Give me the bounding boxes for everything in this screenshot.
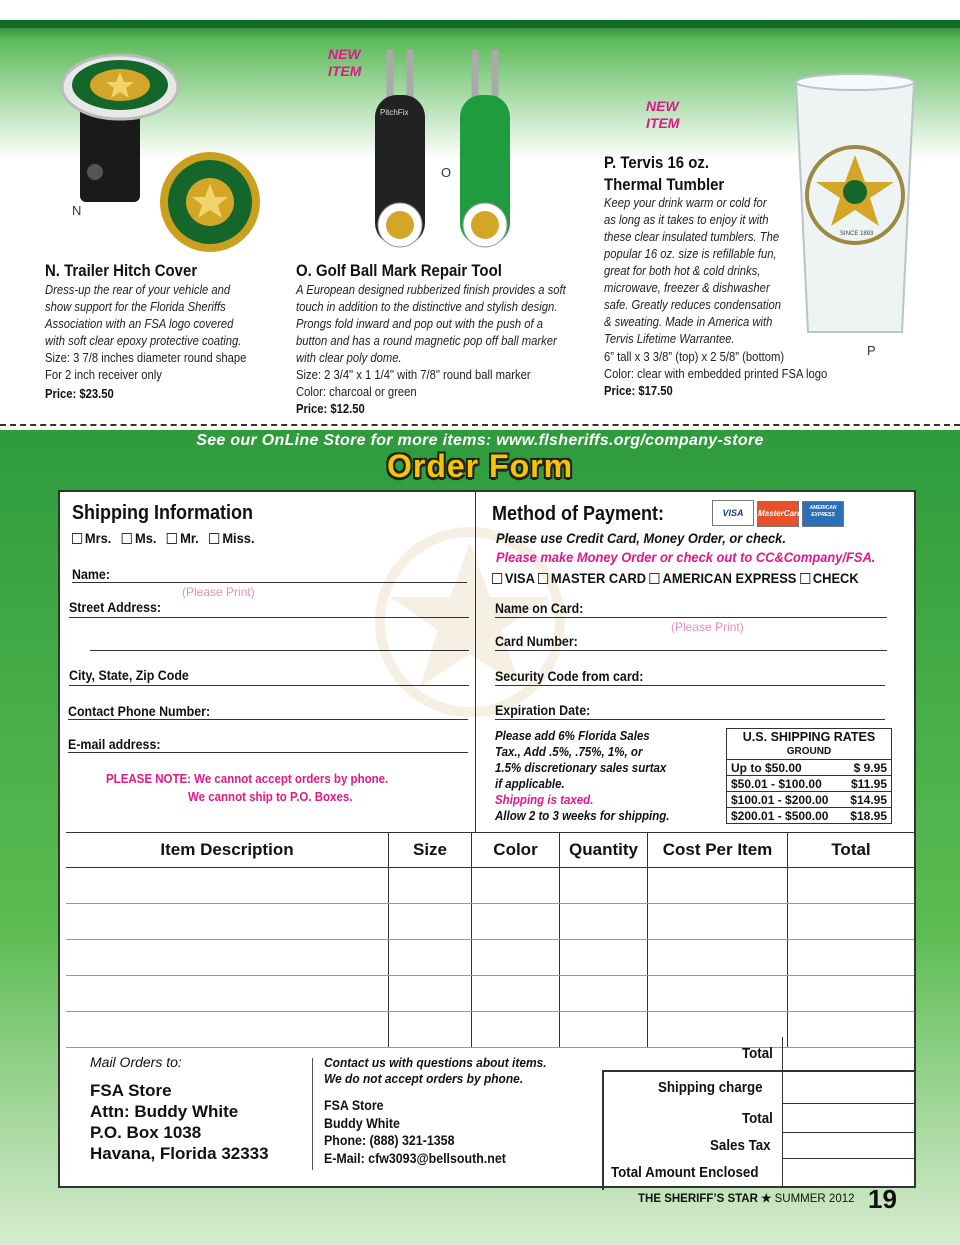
title-miss-label: Miss. [222, 530, 255, 546]
security-code-field[interactable] [495, 685, 885, 686]
shipping-charge-field[interactable] [782, 1103, 914, 1104]
product-letter: P [867, 343, 876, 358]
item-cell[interactable] [560, 1012, 648, 1048]
name-field[interactable] [72, 582, 467, 583]
phone-label: Contact Phone Number: [68, 704, 211, 719]
table-row [66, 1012, 914, 1048]
tax-line4: if applicable. [495, 777, 565, 791]
option-check-label: CHECK [812, 570, 859, 586]
please-print-hint: (Please Print) [182, 585, 255, 599]
product-letter: O [441, 165, 452, 180]
payment-heading: Method of Payment: [492, 503, 665, 525]
card-logos [712, 500, 847, 527]
item-cell[interactable] [560, 940, 648, 976]
item-cell[interactable] [389, 976, 472, 1012]
item-cell[interactable] [66, 940, 389, 976]
mail-line: Havana, Florida 32333 [90, 1144, 269, 1163]
tax-line2: Tax., Add .5%, .75%, 1%, or [495, 745, 643, 759]
items-header-row [66, 833, 914, 868]
header-color: Color [472, 833, 560, 868]
item-cell[interactable] [472, 976, 560, 1012]
trailer-hitch-image-text [60, 52, 61, 53]
rate-price: $18.95 [842, 808, 891, 824]
product-description: A European designed rubberized finish provides a soft touch in addition to the distinctive and stylish design. Prongs fold inward and pop out with the push of a button and has a round magnetic pop off ball marker with clear poly dome. [296, 283, 566, 365]
item-cell[interactable] [389, 940, 472, 976]
sales-tax-label: Sales Tax [710, 1138, 771, 1154]
tumbler-image-text: SINCE 1893 [840, 231, 874, 237]
item-cell[interactable] [788, 1012, 915, 1048]
item-cell[interactable] [648, 904, 788, 940]
totals-value-column [782, 1037, 783, 1188]
email-field[interactable] [68, 752, 468, 753]
name-on-card-label: Name on Card: [495, 601, 584, 616]
new-item-tag: NEW ITEM [328, 46, 362, 79]
product-letter: N [72, 203, 82, 218]
header-item-description: Item Description [66, 833, 389, 868]
shipping-taxed: Shipping is taxed. [495, 793, 594, 807]
sales-tax-field[interactable] [782, 1158, 914, 1159]
checkbox-icon [209, 533, 219, 544]
rate-range: $50.01 - $100.00 [727, 776, 843, 792]
rate-range: Up to $50.00 [727, 760, 843, 776]
phone-field[interactable] [68, 719, 468, 720]
title-mr[interactable] [167, 530, 198, 546]
tax-note [495, 728, 685, 824]
product-title: P. Tervis 16 oz. Thermal Tumbler [604, 153, 725, 194]
checkbox-icon [167, 533, 177, 544]
checkbox-icon [650, 573, 660, 584]
column-divider [475, 492, 476, 832]
checkbox-icon [122, 533, 132, 544]
item-cell[interactable] [389, 1012, 472, 1048]
item-cell[interactable] [648, 976, 788, 1012]
visa-logo: VISA [712, 500, 754, 526]
page-number: 19 [868, 1184, 897, 1214]
product-details: Size: 3 7/8 inches diameter round shape For 2 inch receiver only [45, 351, 247, 382]
mail-orders-block [90, 1054, 269, 1164]
rate-price: $11.95 [842, 776, 891, 792]
product-price: Price: $17.50 [604, 384, 673, 398]
rate-row [727, 760, 892, 776]
title-ms-label: Ms. [134, 530, 157, 546]
subtotal-field[interactable] [782, 1132, 914, 1133]
rate-range: $200.01 - $500.00 [727, 808, 843, 824]
payment-makeout: Please make Money Order or check out to CC&Company/FSA. [496, 549, 876, 565]
order-form-title: Order Form [386, 448, 574, 484]
rates-subtitle: GROUND [786, 746, 832, 757]
item-cell[interactable] [560, 868, 648, 904]
street-field-line2[interactable] [90, 650, 469, 651]
tax-line3: 1.5% discretionary sales surtax [495, 761, 667, 775]
product-details: 6” tall x 3 3/8” (top) x 2 5/8” (bottom) Color: clear with embedded printed FSA logo [604, 350, 828, 381]
header-quantity: Quantity [560, 833, 648, 868]
shipping-charge-label: Shipping charge [658, 1080, 763, 1096]
mastercard-logo: MasterCard [757, 501, 799, 527]
header-size: Size [389, 833, 472, 868]
table-row [66, 940, 914, 976]
header-cost-per-item: Cost Per Item [648, 833, 788, 868]
rate-row [727, 808, 892, 824]
contact-line1: Contact us with questions about items. [324, 1055, 547, 1070]
items-table [66, 832, 914, 1048]
allow-weeks: Allow 2 to 3 weeks for shipping. [495, 809, 670, 823]
amex-logo: AMERICAN EXPRESS [802, 501, 844, 527]
item-cell[interactable] [788, 976, 915, 1012]
tumbler-image [790, 70, 920, 340]
rates-title: U.S. SHIPPING RATES [742, 729, 876, 744]
security-code-label: Security Code from card: [495, 669, 644, 684]
title-mrs-label: Mrs. [84, 530, 112, 546]
contact-block [324, 1055, 566, 1167]
rate-row [727, 792, 892, 808]
name-on-card-field[interactable] [495, 617, 887, 618]
page-footer [638, 1191, 855, 1205]
rate-row [727, 776, 892, 792]
note-line2: We cannot ship to P.O. Boxes. [188, 790, 353, 804]
card-number-field[interactable] [495, 650, 887, 651]
publication-name: THE SHERIFF’S STAR [638, 1193, 758, 1205]
item-cell[interactable] [66, 1012, 389, 1048]
order-form [58, 490, 916, 1188]
item-cell[interactable] [66, 868, 389, 904]
total-field[interactable] [782, 1070, 914, 1071]
contact-line2: We do not accept orders by phone. [324, 1071, 524, 1086]
item-cell[interactable] [389, 904, 472, 940]
checkbox-icon [800, 573, 810, 584]
option-amex[interactable] [650, 570, 797, 586]
title-miss[interactable] [209, 530, 254, 546]
rate-price: $14.95 [842, 792, 891, 808]
product-description: Keep your drink warm or cold for as long as it takes to enjoy it with these clear insulated tumblers. The popular 16 oz. size is refillable fun, great for both hot & cold drinks, microwave, freezer & dishwasher safe. Greatly reduces condensation & sweating. Made in America with Tervis Lifetime Warrantee. [604, 196, 781, 346]
please-print-hint: (Please Print) [671, 620, 744, 634]
title-ms[interactable] [122, 530, 156, 546]
item-cell[interactable] [560, 976, 648, 1012]
contact-line: Buddy White [324, 1115, 400, 1131]
top-green-band [0, 20, 960, 28]
trailer-hitch-image [60, 52, 260, 262]
item-cell[interactable] [66, 976, 389, 1012]
product-title: O. Golf Ball Mark Repair Tool [296, 261, 502, 280]
street-field[interactable] [69, 617, 469, 618]
title-mrs[interactable] [72, 530, 111, 546]
item-cell[interactable] [648, 1012, 788, 1048]
item-cell[interactable] [788, 868, 915, 904]
mail-line: P.O. Box 1038 [90, 1123, 202, 1142]
contact-line: Phone: (888) 321-1358 [324, 1133, 455, 1148]
product-title: N. Trailer Hitch Cover [45, 261, 198, 280]
title-options [72, 530, 255, 546]
header-total: Total [788, 833, 915, 868]
item-cell[interactable] [648, 940, 788, 976]
table-row [66, 976, 914, 1012]
street-label: Street Address: [69, 600, 162, 615]
contact-line: E-Mail: cfw3093@bellsouth.net [324, 1150, 506, 1166]
checkbox-icon [72, 533, 82, 544]
item-cell[interactable] [648, 868, 788, 904]
item-cell[interactable] [472, 1012, 560, 1048]
mail-orders-label: Mail Orders to: [90, 1054, 182, 1070]
item-cell[interactable] [66, 904, 389, 940]
contact-divider [312, 1058, 313, 1170]
item-cell[interactable] [472, 868, 560, 904]
item-cell[interactable] [788, 940, 915, 976]
item-cell[interactable] [788, 904, 915, 940]
option-visa[interactable] [492, 570, 534, 586]
item-cell[interactable] [389, 868, 472, 904]
table-row [66, 904, 914, 940]
rate-range: $100.01 - $200.00 [727, 792, 843, 808]
payment-instructions: Please use Credit Card, Money Order, or check. [496, 530, 786, 546]
total-enclosed-label: Total Amount Enclosed [611, 1165, 759, 1181]
subtotal-label: Total [742, 1111, 773, 1127]
item-cell[interactable] [472, 940, 560, 976]
new-item-tag: NEW ITEM [646, 98, 680, 131]
mail-line: Attn: Buddy White [90, 1102, 239, 1121]
shipping-rates-table [726, 728, 892, 824]
cut-line [0, 424, 960, 426]
option-mastercard[interactable] [538, 570, 646, 586]
rate-price: $ 9.95 [842, 760, 891, 776]
golf-tool-image [360, 40, 540, 260]
tax-line1: Please add 6% Florida Sales [495, 729, 650, 743]
shipping-heading: Shipping Information [72, 502, 253, 524]
email-label: E-mail address: [68, 737, 161, 752]
note-line1: PLEASE NOTE: We cannot accept orders by phone. [106, 772, 389, 786]
checkbox-icon [492, 573, 502, 584]
product-description: Dress-up the rear of your vehicle and show support for the Florida Sheriffs Association with an FSA logo covered with soft clear epoxy protective coating. [45, 283, 242, 348]
item-cell[interactable] [472, 904, 560, 940]
product-details: Size: 2 3/4" x 1 1/4" with 7/8" round ball marker Color: charcoal or green [296, 368, 531, 399]
mail-line: FSA Store [90, 1081, 172, 1100]
option-check[interactable] [800, 570, 859, 586]
name-label: Name: [72, 567, 110, 582]
issue: SUMMER 2012 [774, 1193, 855, 1205]
contact-line: FSA Store [324, 1098, 384, 1113]
option-mastercard-label: MASTER CARD [550, 570, 647, 586]
city-field[interactable] [69, 685, 469, 686]
option-visa-label: VISA [504, 570, 535, 586]
city-label: City, State, Zip Code [69, 668, 189, 683]
online-store-banner: See our OnLine Store for more items: www.flsheriffs.org/company-store [196, 432, 764, 449]
golf-tool-brand: PitchFix [380, 108, 409, 117]
card-number-label: Card Number: [495, 634, 578, 649]
top-margin [0, 0, 960, 20]
product-price: Price: $12.50 [296, 402, 365, 416]
title-mr-label: Mr. [180, 530, 199, 546]
item-cell[interactable] [560, 904, 648, 940]
payment-options [492, 570, 859, 586]
option-amex-label: AMERICAN EXPRESS [662, 570, 797, 586]
total-label: Total [742, 1046, 773, 1062]
product-price: Price: $23.50 [45, 387, 114, 401]
expiration-field[interactable] [495, 719, 885, 720]
expiration-label: Expiration Date: [495, 703, 591, 718]
star-icon: ★ [761, 1193, 772, 1205]
table-row [66, 868, 914, 904]
checkbox-icon [538, 573, 548, 584]
